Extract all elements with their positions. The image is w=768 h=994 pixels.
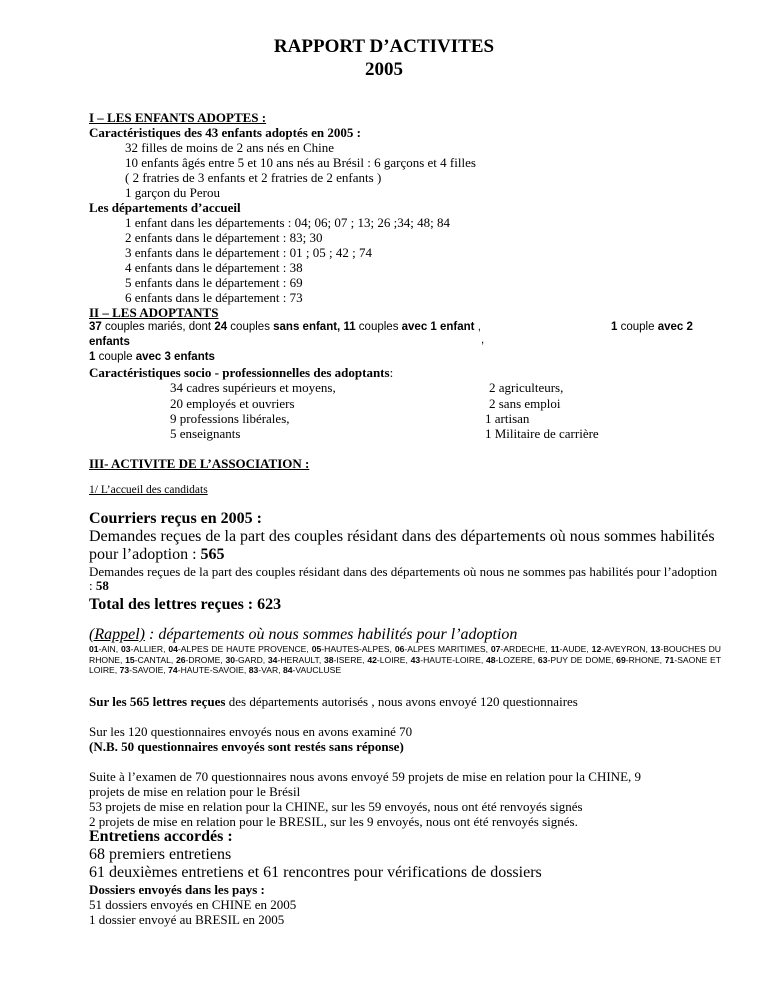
dept-name: -ALPES MARITIMES,: [404, 644, 491, 654]
dept-code: 38: [323, 654, 334, 665]
dept-name: -PUY DE DOME,: [547, 654, 617, 665]
dept-name: -VAUCLUSE: [292, 665, 342, 675]
dept-code: 69: [616, 654, 626, 665]
dept-line: 5 enfants dans le département : 69: [125, 275, 303, 290]
dept-name: -ALPES DE HAUTE PROVENCE,: [177, 644, 312, 654]
dept-code: 48: [485, 654, 496, 665]
report-year: 2005: [365, 59, 403, 80]
suite-line: 53 projets de mise en relation pour la CHINE, sur les 59 envoyés, nous ont été renvoyés signés: [89, 799, 583, 814]
couples-line-1-right: 1 couple avec 2: [611, 321, 693, 333]
dept-code: 15: [125, 654, 135, 665]
dossiers-line: 1 dossier envoyé au BRESIL en 2005: [89, 912, 285, 927]
dept-name: -SAVOIE,: [129, 665, 169, 675]
dept-name: -HAUTE-SAVOIE,: [177, 665, 249, 675]
dept-code: 63: [537, 654, 548, 665]
socio-right: 2 sans emploi: [489, 396, 561, 411]
dept-line: 4 enfants dans le département : 38: [125, 260, 303, 275]
dept-name: -HAUTE-LOIRE,: [420, 654, 486, 665]
subsection-accueil: 1/ L’accueil des candidats: [89, 484, 208, 496]
sur120-line: Sur les 120 questionnaires envoyés nous en avons examiné 70: [89, 724, 413, 739]
entretiens-line: 68 premiers entretiens: [89, 846, 232, 863]
dept-line: 2 enfants dans le département : 83; 30: [125, 230, 323, 245]
dept-code: 73: [119, 665, 130, 675]
dept-code: 03: [121, 644, 131, 654]
dept-code: 43: [410, 654, 421, 665]
dept-name: -LOIRE,: [376, 654, 411, 665]
dept-name: -DROME,: [185, 654, 226, 665]
dept-name: -HERAULT,: [277, 654, 324, 665]
dept-name: -RHONE,: [625, 654, 665, 665]
socio-left: 5 enseignants: [170, 426, 241, 441]
dept-code: 84: [282, 665, 293, 675]
couples-line-2: enfants: [89, 336, 130, 348]
dept-code: 07: [490, 644, 501, 654]
dept-name: -BOUCHES DU RHONE,: [89, 644, 721, 665]
dept-code: 34: [267, 654, 278, 665]
dept-name: -LOZERE,: [495, 654, 538, 665]
socio-right: 2 agriculteurs,: [489, 380, 564, 395]
dept-heading: Les départements d’accueil: [89, 200, 241, 215]
dept-name: -ALLIER,: [130, 644, 169, 654]
dept-name: -AIN,: [98, 644, 122, 654]
socio-left: 20 employés et ouvriers: [170, 396, 295, 411]
dept-code: 26: [175, 654, 186, 665]
dept-code: 83: [248, 665, 259, 675]
couples-comma: ,: [481, 334, 485, 346]
section1-heading: I – LES ENFANTS ADOPTES :: [89, 110, 267, 125]
nb50-line: (N.B. 50 questionnaires envoyés sont restés sans réponse): [89, 739, 404, 754]
socio-right: 1 Militaire de carrière: [485, 426, 599, 441]
dossiers-line: 51 dossiers envoyés en CHINE en 2005: [89, 897, 297, 912]
dept-code: 42: [367, 654, 377, 665]
dossiers-heading: Dossiers envoyés dans les pays :: [89, 882, 265, 897]
socio-left: 34 cadres supérieurs et moyens,: [170, 380, 336, 395]
dept-line: 1 enfant dans les départements : 04; 06; 07 ; 13; 26 ;34; 48; 84: [125, 215, 450, 230]
dept-list: [89, 644, 721, 676]
report-title: RAPPORT D’ACTIVITES: [273, 36, 495, 57]
couples-line-1: 37 couples mariés, dont 24 couples sans enfant, 11 couples avec 1 enfant ,: [89, 321, 481, 333]
socio-heading: Caractéristiques socio - professionnelles des adoptants:: [89, 365, 394, 380]
entretiens-heading: Entretiens accordés :: [89, 828, 233, 845]
suite-line: Suite à l’examen de 70 questionnaires nous avons envoyé 59 projets de mise en relation pour la CHINE, 9: [89, 769, 642, 784]
dept-code: 01: [89, 644, 99, 654]
dept-name: -AVEYRON,: [601, 644, 651, 654]
courriers-heading: Courriers reçus en 2005 :: [89, 510, 262, 527]
dept-code: 74: [168, 665, 178, 675]
dept-name: -CANTAL,: [134, 654, 176, 665]
dept-code: 71: [664, 654, 675, 665]
socio-left: 9 professions libérales,: [170, 411, 290, 426]
dept-code: 11: [550, 644, 560, 654]
dept-name: -ISERE,: [333, 654, 368, 665]
char-line: 32 filles de moins de 2 ans nés en Chine: [125, 140, 335, 155]
total-lettres: Total des lettres reçues : 623: [89, 596, 282, 613]
couples-line-3: 1 couple avec 3 enfants: [89, 351, 215, 363]
dept-name: -SAONE ET LOIRE,: [89, 654, 721, 675]
socio-right: 1 artisan: [485, 411, 530, 426]
char-heading: Caractéristiques des 43 enfants adoptés en 2005 :: [89, 125, 361, 140]
demandes-habilites: Demandes reçues de la part des couples résidant dans des départements où nous sommes habilités pour l’adoption : 565: [89, 528, 715, 563]
dept-line: 3 enfants dans le département : 01 ; 05 ; 42 ; 74: [125, 245, 372, 260]
section3-heading: III- ACTIVITE DE L’ASSOCIATION :: [89, 456, 310, 471]
dept-code: 06: [394, 644, 405, 654]
dept-name: -HAUTES-ALPES,: [321, 644, 395, 654]
dept-name: -VAR,: [258, 665, 283, 675]
char-line: 10 enfants âgés entre 5 et 10 ans nés au Brésil : 6 garçons et 4 filles: [125, 155, 476, 170]
entretiens-line: 61 deuxièmes entretiens et 61 rencontres pour vérifications de dossiers: [89, 864, 542, 881]
demandes-non-habilites: Demandes reçues de la part des couples résidant dans des départements où nous ne sommes pas habilités pour l’adoption : 58: [89, 564, 718, 593]
dept-code: 05: [311, 644, 322, 654]
suite-line: 2 projets de mise en relation pour le BRESIL, sur les 9 envoyés, nous ont été renvoyés signés.: [89, 814, 578, 829]
section2-heading: II – LES ADOPTANTS: [89, 305, 219, 320]
dept-name: -ARDECHE,: [500, 644, 551, 654]
dept-code: 12: [591, 644, 602, 654]
dept-code: 04: [168, 644, 178, 654]
rappel-line: (Rappel) : départements où nous sommes habilités pour l’adoption: [89, 626, 518, 643]
char-line: ( 2 fratries de 3 enfants et 2 fratries de 2 enfants ): [125, 170, 382, 185]
dept-code: 30: [225, 654, 236, 665]
dept-name: -GARD,: [235, 654, 268, 665]
char-line: 1 garçon du Perou: [125, 185, 220, 200]
sur565-line: Sur les 565 lettres reçues des départements autorisés , nous avons envoyé 120 questionnaires: [89, 694, 578, 709]
dept-code: 13: [650, 644, 661, 654]
dept-line: 6 enfants dans le département : 73: [125, 290, 303, 305]
dept-name: -AUDE,: [559, 644, 592, 654]
suite-line: projets de mise en relation pour le Brésil: [89, 784, 301, 799]
